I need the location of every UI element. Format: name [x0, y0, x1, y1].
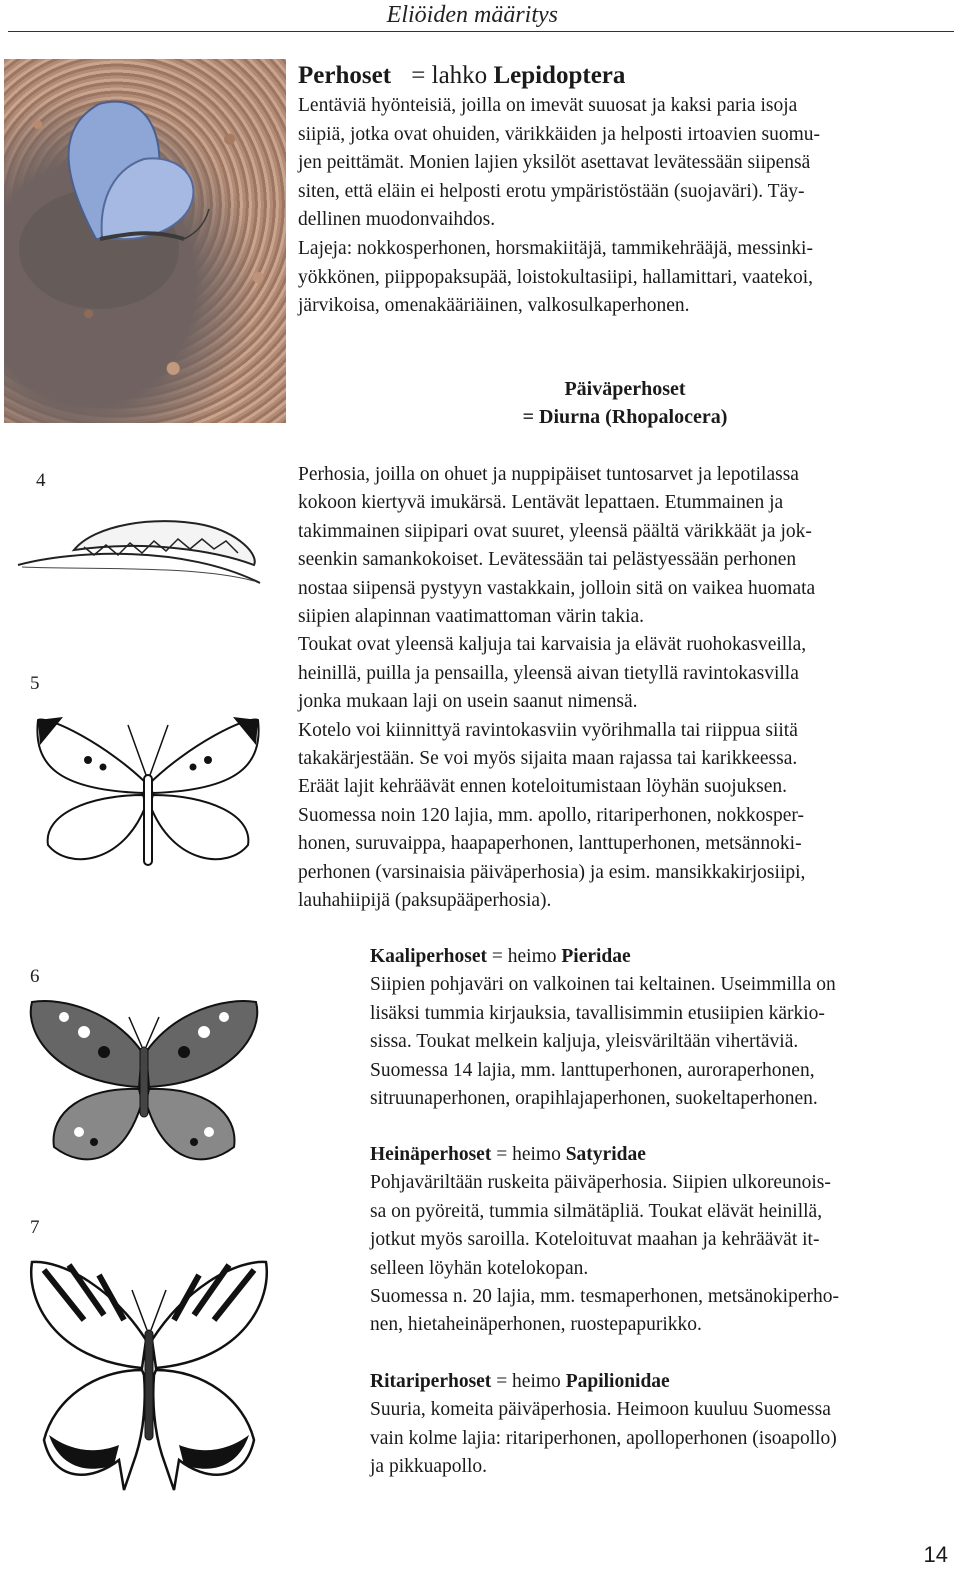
family-line: Siipien pohjaväri on valkoinen tai keltainen. Useimmilla on	[370, 974, 836, 996]
family-satyridae	[370, 1141, 955, 1340]
family-name: Heinäperhoset	[370, 1144, 492, 1165]
intro-line: siipiä, jotka ovat ohuiden, värikkäiden ja helposti irtoavien suomu-	[298, 123, 821, 145]
intro-line: järvikoisa, omenakääriäinen, valkosulkaperhonen.	[298, 295, 690, 317]
family-line: Pohjaväriltään ruskeita päiväperhosia. Siipien ulkoreunois-	[370, 1172, 831, 1194]
diurna-line: Perhosia, joilla on ohuet ja nuppipäiset tuntosarvet ja lepotilassa	[298, 464, 799, 485]
intro-line: dellinen muodonvaihdos.	[298, 209, 496, 231]
diurna-line: honen, suruvaippa, haapaperhonen, lanttuperhonen, metsännoki-	[298, 833, 802, 855]
family-line: sitruunaperhonen, orapihlajaperhonen, suokeltaperhonen.	[370, 1088, 818, 1110]
diurna-line: Kotelo voi kiinnittyä ravintokasviin vyörihmalla tai riippua siitä	[298, 719, 798, 741]
section-heading	[470, 375, 780, 431]
page-number: 14	[923, 1542, 948, 1567]
diurna-line: perhonen (varsinaisia päiväperhosia) ja esim. mansikkakirjosiipi,	[298, 861, 806, 883]
family-line: sa on pyöreitä, tummia silmätäpliä. Toukat elävät heinillä,	[370, 1200, 823, 1222]
diurna-line: takimmainen siipipari ovat suuret, yleensä päältä värikkäät ja jok-	[298, 520, 812, 542]
satyrid-butterfly-illustration	[24, 992, 264, 1170]
intro-line: Lajeja: nokkosperhonen, horsmakiitäjä, tammikehrääjä, messinki-	[298, 237, 813, 259]
section-title: Päiväperhoset	[564, 378, 686, 400]
intro-line: siten, että eläin ei helposti erotu ympäristöstään (suojaväri). Täy-	[298, 180, 805, 202]
family-line: vain kolme lajia: ritariperhonen, apolloperhonen (isoapollo)	[370, 1427, 837, 1449]
swallowtail-illustration	[24, 1250, 274, 1498]
figure-number: 7	[30, 1217, 40, 1238]
diurna-line: Eräät lajit kehräävät ennen koteloitumistaan löyhän suojuksen.	[298, 776, 787, 798]
diurna-line: seenkin samankokoiset. Levätessään tai pelästyessään perhonen	[298, 549, 797, 571]
caterpillar-illustration	[14, 495, 264, 590]
figure-number: 4	[36, 470, 46, 491]
intro-line: jen peittämät. Monien lajien yksilöt asettavat levätessään siipensä	[298, 152, 811, 174]
family-name: Kaaliperhoset	[370, 946, 487, 967]
cabbage-white-illustration	[28, 705, 268, 870]
family-name: Ritariperhoset	[370, 1371, 492, 1392]
family-line: lisäksi tummia kirjauksia, tavallisimmin etusiipien kärkio-	[370, 1002, 825, 1024]
family-line: Suuria, komeita päiväperhosia. Heimoon kuuluu Suomessa	[370, 1399, 831, 1421]
family-line: jotkut myös saroilla. Koteloituvat maahan ja kehräävät it-	[370, 1229, 820, 1251]
diurna-line: nostaa siipensä pystyyn vastakkain, jolloin sitä on vaikea huomata	[298, 577, 816, 599]
diurna-description	[298, 461, 953, 916]
header-title: Eliöiden määritys	[386, 2, 558, 28]
section-subtitle: = Diurna (Rhopalocera)	[522, 406, 728, 428]
intro-title-eq: = lahko	[411, 62, 488, 89]
page-header	[8, 0, 954, 32]
intro-heading	[298, 60, 948, 92]
diurna-line: Suomessa noin 120 lajia, mm. apollo, ritariperhonen, nokkosper-	[298, 804, 804, 826]
intro-title: Perhoset	[298, 62, 392, 89]
intro-line: Lentäviä hyönteisiä, joilla on imevät suuosat ja kaksi paria isoja	[298, 95, 798, 116]
diurna-line: lauhahiipijä (paksupääperhosia).	[298, 890, 552, 912]
butterfly-photo	[4, 59, 286, 423]
figure-number: 5	[30, 673, 40, 694]
figure-number: 6	[30, 966, 40, 987]
blue-butterfly-illustration	[4, 59, 286, 423]
diurna-line: Toukat ovat yleensä kaljuja tai karvaisia ja elävät ruohokasveilla,	[298, 634, 807, 656]
diurna-line: kokoon kiertyvä imukärsä. Lentävät lepattaen. Etummainen ja	[298, 492, 784, 514]
family-papilionidae	[370, 1368, 955, 1482]
family-line: ja pikkuapollo.	[370, 1456, 487, 1478]
family-heading	[370, 1368, 955, 1396]
family-latin: Satyridae	[565, 1144, 646, 1165]
diurna-line: heinillä, puilla ja pensailla, yleensä aivan tietyllä ravintokasvilla	[298, 662, 799, 684]
family-eq: = heimo	[496, 1371, 561, 1392]
intro-block	[298, 60, 948, 321]
family-pieridae	[370, 943, 955, 1113]
family-line: Suomessa n. 20 lajia, mm. tesmaperhonen, metsänokiperho-	[370, 1286, 839, 1308]
family-line: sissa. Toukat melkein kaljuja, yleisväriltään vihertäviä.	[370, 1031, 799, 1053]
intro-line: yökkönen, piippopaksupää, loistokultasiipi, hallamittari, vaatekoi,	[298, 266, 814, 288]
family-eq: = heimo	[496, 1144, 561, 1165]
diurna-line: takakärjestään. Se voi myös sijaita maan rajassa tai karikkeessa.	[298, 748, 798, 770]
family-line: nen, hietaheinäperhonen, ruostepapurikko.	[370, 1314, 702, 1336]
family-latin: Pieridae	[561, 946, 631, 967]
family-heading	[370, 943, 955, 971]
intro-title-latin: Lepidoptera	[493, 62, 626, 89]
diurna-line: jonka mukaan laji on usein saanut nimensä.	[298, 691, 638, 713]
family-latin: Papilionidae	[565, 1371, 670, 1392]
family-eq: = heimo	[491, 946, 557, 967]
family-line: Suomessa 14 lajia, mm. lanttuperhonen, auroraperhonen,	[370, 1059, 815, 1081]
diurna-line: siipien alapinnan vaatimattoman värin takia.	[298, 606, 645, 628]
family-line: selleen löyhän kotelokopan.	[370, 1257, 589, 1279]
family-heading	[370, 1141, 955, 1169]
